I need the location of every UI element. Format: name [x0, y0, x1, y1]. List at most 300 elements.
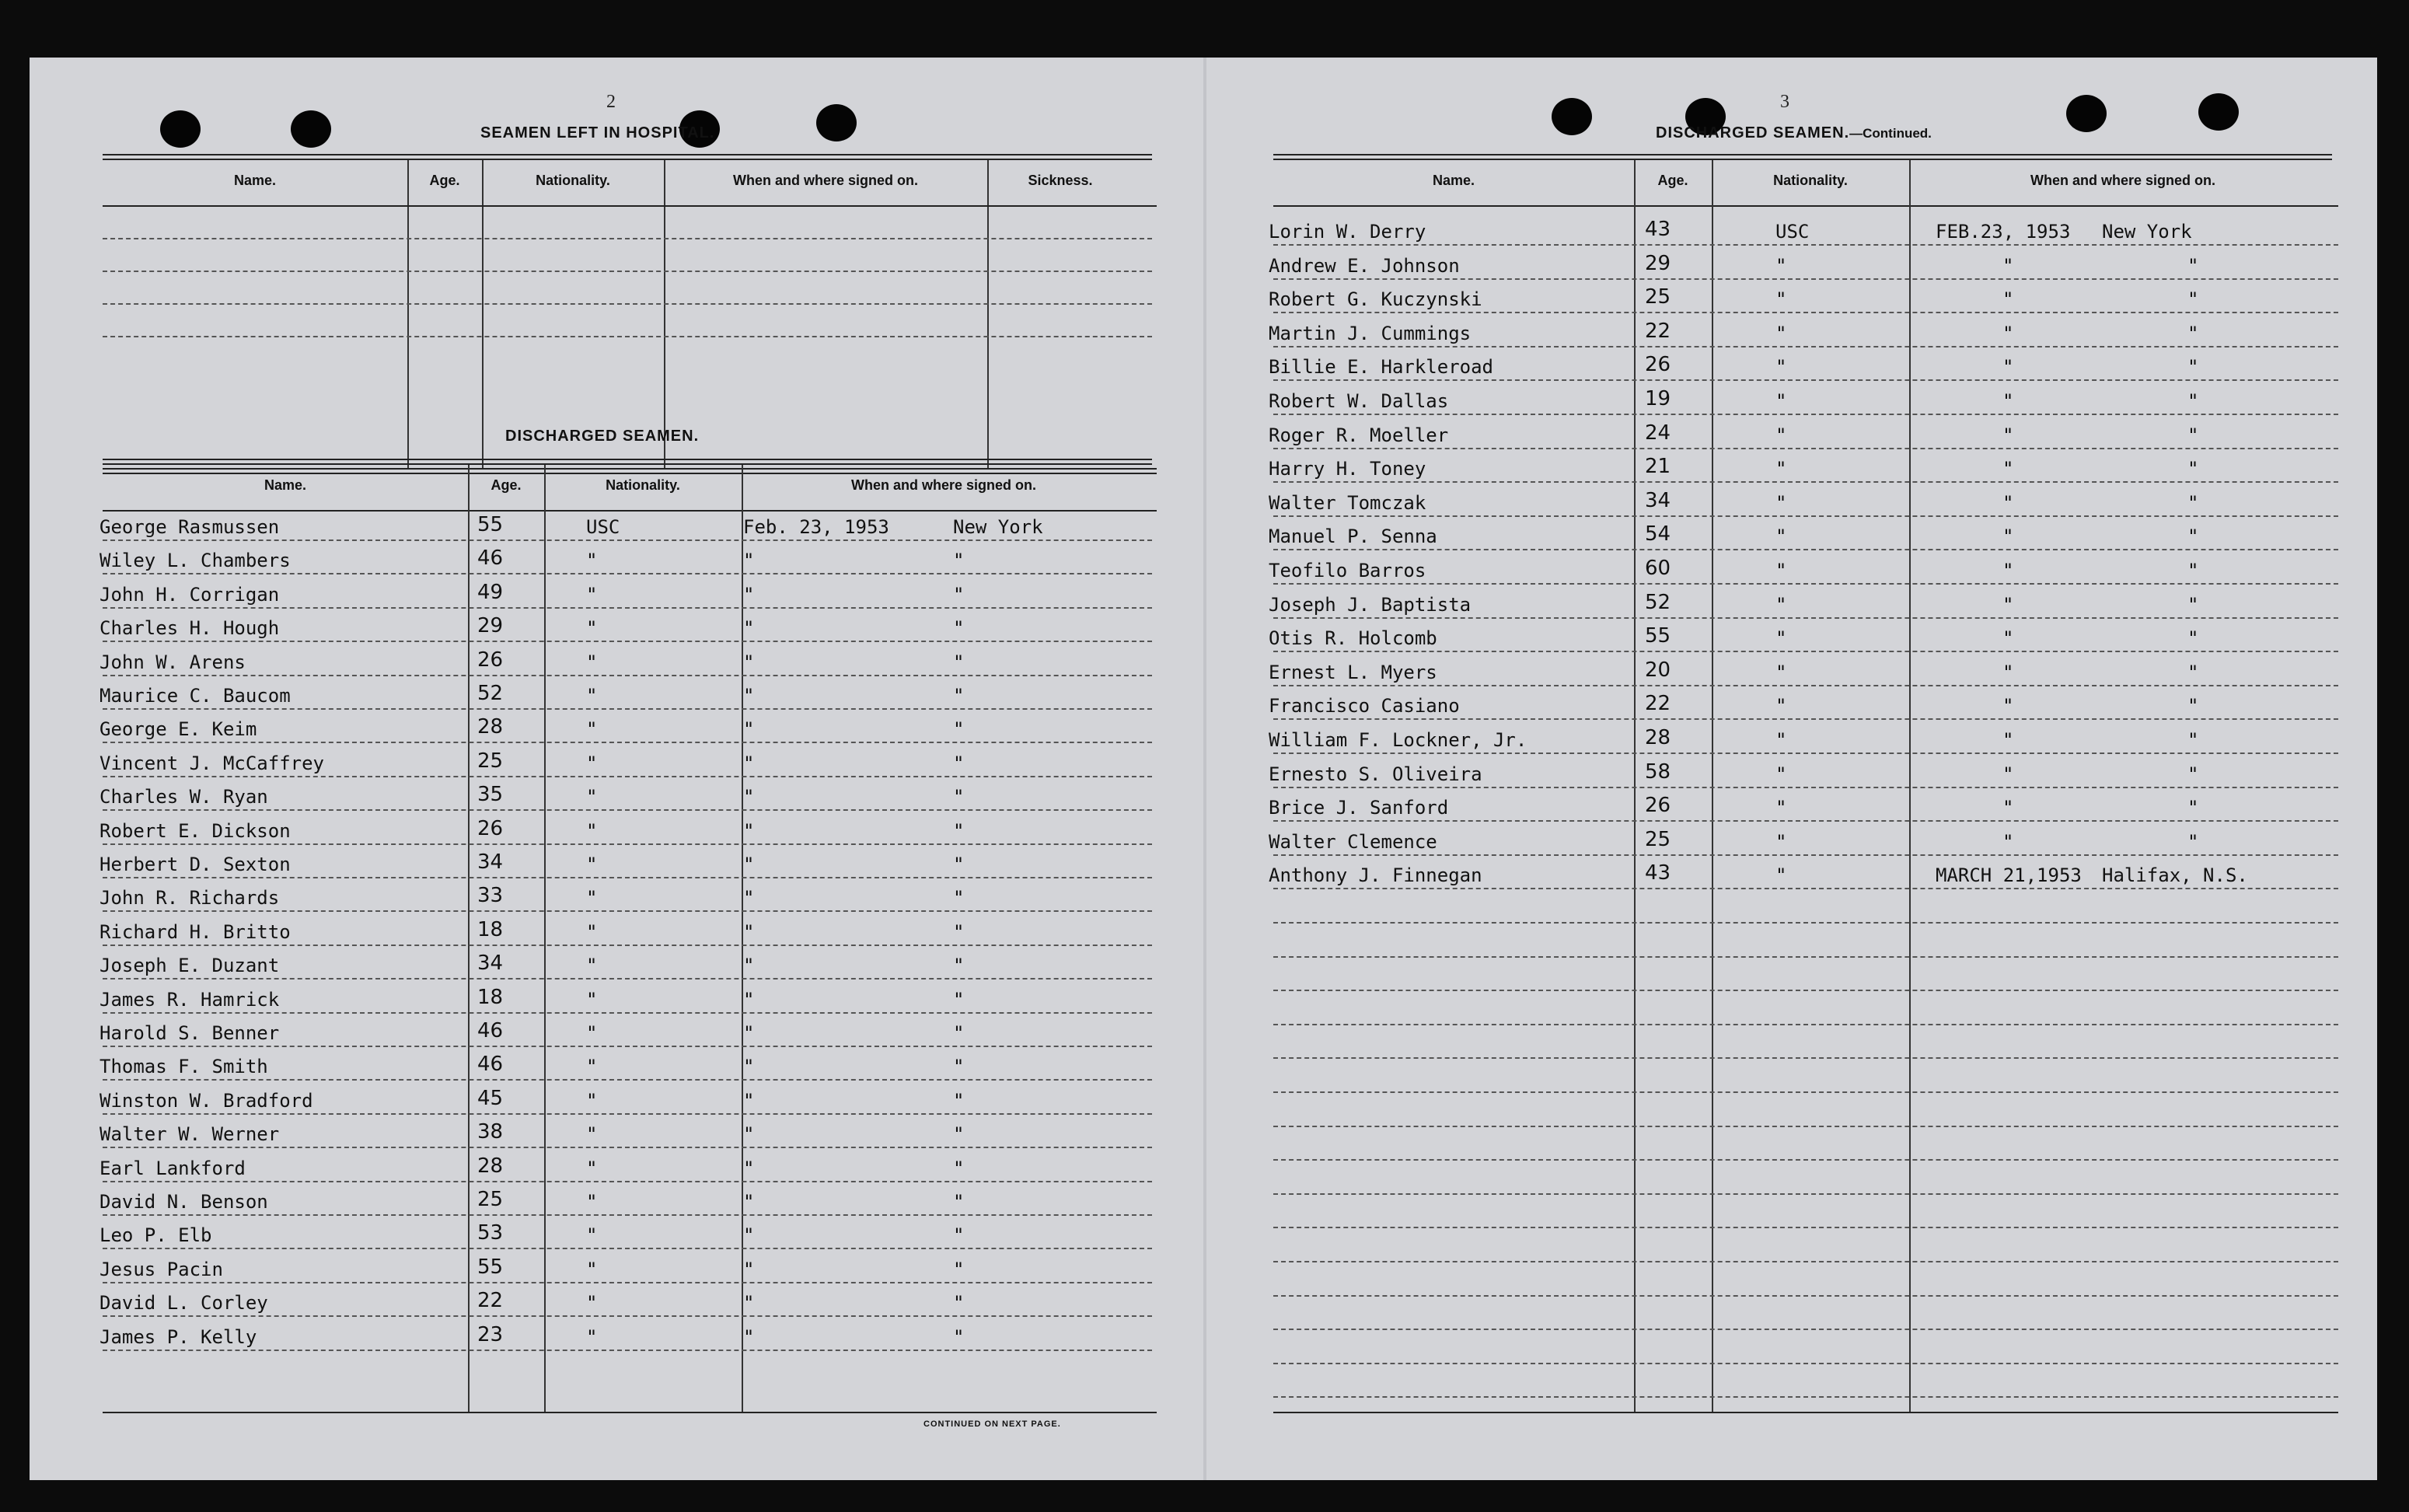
seaman-age: 52	[477, 682, 504, 705]
seaman-nationality: "	[1775, 560, 1787, 581]
seaman-name: Teofilo Barros	[1269, 560, 1426, 581]
hospital-col-signed-on: When and where signed on.	[732, 173, 919, 188]
seaman-age: 24	[1645, 421, 1671, 445]
signed-on-place: "	[2187, 763, 2199, 785]
title-text: DISCHARGED SEAMEN.	[1656, 124, 1850, 141]
discharged-col-age: Age.	[491, 477, 522, 493]
signed-on-place: "	[953, 1056, 965, 1077]
row-line	[103, 1079, 1152, 1081]
row-line	[103, 776, 1152, 777]
discharged-section-title: DISCHARGED SEAMEN.	[505, 428, 700, 445]
seaman-name: William F. Lockner, Jr.	[1269, 729, 1527, 751]
row-line	[1273, 1091, 2338, 1093]
seaman-age: 46	[477, 546, 504, 570]
signed-on-place: "	[2187, 729, 2199, 751]
seaman-nationality: "	[586, 1056, 598, 1077]
seaman-nationality: "	[1775, 763, 1787, 785]
row-line	[103, 540, 1152, 541]
blank-row-line	[103, 303, 1152, 305]
seaman-nationality: "	[1775, 323, 1787, 344]
seaman-nationality: "	[586, 786, 598, 808]
seaman-name: Otis R. Holcomb	[1269, 627, 1437, 649]
signed-on-date: Feb. 23, 1953	[743, 516, 889, 538]
discharged-continued-title	[1656, 124, 1932, 142]
seaman-nationality: "	[586, 921, 598, 943]
seaman-nationality: USC	[586, 516, 620, 538]
seaman-nationality: USC	[1775, 221, 1810, 243]
seaman-age: 43	[1645, 861, 1671, 885]
signed-on-place: "	[953, 1123, 965, 1145]
seaman-nationality: "	[1775, 390, 1787, 412]
signed-on-date: "	[743, 955, 755, 976]
blank-row-line	[103, 336, 1152, 337]
signed-on-place: "	[953, 753, 965, 774]
col-nationality: Nationality.	[1773, 173, 1848, 188]
signed-on-date: "	[743, 617, 755, 639]
row-line	[103, 843, 1152, 845]
signed-on-place: "	[953, 651, 965, 673]
seaman-age: 45	[477, 1087, 504, 1110]
row-line	[1273, 1024, 2338, 1025]
seaman-name: David N. Benson	[100, 1191, 268, 1213]
seaman-name: Walter Clemence	[1269, 831, 1437, 853]
seaman-age: 38	[477, 1120, 504, 1144]
seaman-name: John W. Arens	[100, 651, 246, 673]
row-line	[103, 1181, 1152, 1182]
seaman-nationality: "	[586, 1292, 598, 1314]
signed-on-date: "	[743, 1292, 755, 1314]
signed-on-date: "	[743, 921, 755, 943]
seaman-nationality: "	[586, 1259, 598, 1280]
seaman-name: James R. Hamrick	[100, 989, 280, 1011]
col-name: Name.	[1432, 173, 1475, 188]
row-line	[1273, 414, 2338, 415]
seaman-age: 34	[1645, 489, 1671, 512]
row-line	[103, 1315, 1152, 1317]
signed-on-place: "	[2187, 424, 2199, 446]
seaman-age: 55	[477, 1255, 504, 1279]
seaman-nationality: "	[1775, 627, 1787, 649]
seaman-age: 54	[1645, 522, 1671, 546]
row-line	[1273, 1057, 2338, 1059]
signed-on-date: "	[743, 1123, 755, 1145]
title-suffix: —Continued.	[1849, 126, 1932, 141]
signed-on-date: "	[2002, 560, 2014, 581]
seaman-age: 26	[1645, 353, 1671, 376]
row-line	[103, 573, 1152, 574]
seaman-nationality: "	[586, 718, 598, 740]
signed-on-place: "	[953, 1090, 965, 1112]
seaman-name: Vincent J. McCaffrey	[100, 753, 324, 774]
seaman-name: James P. Kelly	[100, 1326, 257, 1348]
signed-on-place: New York	[953, 516, 1043, 538]
row-line	[1273, 990, 2338, 991]
signed-on-place: "	[2187, 627, 2199, 649]
seaman-name: Charles W. Ryan	[100, 786, 268, 808]
seaman-nationality: "	[586, 1191, 598, 1213]
seaman-name: Leo P. Elb	[100, 1224, 212, 1246]
row-line	[1273, 651, 2338, 652]
seaman-name: Winston W. Bradford	[100, 1090, 313, 1112]
signed-on-place: "	[953, 1292, 965, 1314]
signed-on-date: "	[743, 1056, 755, 1077]
seaman-age: 29	[477, 614, 504, 637]
seaman-name: Joseph E. Duzant	[100, 955, 280, 976]
seaman-age: 28	[477, 1154, 504, 1178]
row-line	[1273, 1396, 2338, 1398]
right-page	[1206, 58, 2377, 1480]
seaman-nationality: "	[1775, 458, 1787, 480]
row-line	[1273, 481, 2338, 483]
seaman-name: Richard H. Britto	[100, 921, 291, 943]
hospital-col-nationality: Nationality.	[536, 173, 610, 188]
row-line	[1273, 956, 2338, 958]
row-line	[1273, 244, 2338, 246]
signed-on-place: "	[2187, 288, 2199, 310]
seaman-name: Harry H. Toney	[1269, 458, 1426, 480]
row-line	[103, 978, 1152, 979]
seaman-name: Robert E. Dickson	[100, 820, 291, 842]
signed-on-place: "	[2187, 255, 2199, 277]
seaman-nationality: "	[1775, 492, 1787, 514]
signed-on-place: "	[953, 1259, 965, 1280]
signed-on-place: "	[2187, 526, 2199, 547]
signed-on-place: New York	[2102, 221, 2192, 243]
seaman-nationality: "	[1775, 356, 1787, 378]
seaman-age: 22	[1645, 320, 1671, 343]
seaman-age: 35	[477, 783, 504, 806]
hospital-col-age: Age.	[429, 173, 460, 188]
seaman-nationality: "	[586, 887, 598, 909]
signed-on-date: "	[2002, 458, 2014, 480]
signed-on-place: "	[953, 718, 965, 740]
seaman-name: John R. Richards	[100, 887, 280, 909]
row-line	[1273, 787, 2338, 788]
seaman-nationality: "	[586, 1123, 598, 1145]
seaman-nationality: "	[1775, 797, 1787, 819]
signed-on-date: "	[743, 1224, 755, 1246]
signed-on-place: "	[2187, 662, 2199, 683]
seaman-age: 25	[477, 749, 504, 773]
signed-on-date: "	[743, 584, 755, 606]
row-line	[1273, 617, 2338, 619]
seaman-name: Brice J. Sanford	[1269, 797, 1449, 819]
seaman-age: 26	[1645, 794, 1671, 817]
row-line	[103, 1282, 1152, 1283]
signed-on-place: "	[2187, 594, 2199, 616]
seaman-name: Roger R. Moeller	[1269, 424, 1449, 446]
signed-on-place: "	[953, 584, 965, 606]
continued-note: CONTINUED ON NEXT PAGE.	[923, 1419, 1061, 1429]
row-line	[103, 641, 1152, 642]
signed-on-date: "	[2002, 797, 2014, 819]
seaman-name: George Rasmussen	[100, 516, 280, 538]
row-line	[103, 1046, 1152, 1047]
seaman-nationality: "	[586, 955, 598, 976]
signed-on-date: "	[2002, 594, 2014, 616]
row-line	[1273, 820, 2338, 822]
blank-row-line	[103, 238, 1152, 239]
row-line	[1273, 448, 2338, 449]
seaman-name: Earl Lankford	[100, 1158, 246, 1179]
row-line	[1273, 583, 2338, 585]
signed-on-date: FEB.23, 1953	[1936, 221, 2071, 243]
seaman-age: 26	[477, 817, 504, 840]
seaman-age: 49	[477, 581, 504, 604]
page-number: 3	[1780, 92, 1789, 112]
signed-on-date: "	[743, 1259, 755, 1280]
signed-on-place: "	[953, 1326, 965, 1348]
seaman-age: 22	[477, 1289, 504, 1312]
seaman-age: 46	[477, 1053, 504, 1076]
signed-on-place: "	[953, 820, 965, 842]
discharged-col-name: Name.	[264, 477, 307, 493]
signed-on-place: "	[953, 786, 965, 808]
seaman-name: Walter W. Werner	[100, 1123, 280, 1145]
signed-on-date: "	[743, 753, 755, 774]
signed-on-date: "	[2002, 323, 2014, 344]
row-line	[1273, 1295, 2338, 1297]
seaman-age: 52	[1645, 591, 1671, 614]
seaman-name: Wiley L. Chambers	[100, 550, 291, 571]
row-line	[103, 675, 1152, 676]
seaman-name: Manuel P. Senna	[1269, 526, 1437, 547]
seaman-age: 26	[477, 648, 504, 672]
col-signed-on: When and where signed on.	[2030, 173, 2216, 188]
row-line	[103, 1248, 1152, 1249]
seaman-name: Robert W. Dallas	[1269, 390, 1449, 412]
seaman-name: Jesus Pacin	[100, 1259, 223, 1280]
row-line	[103, 607, 1152, 609]
seaman-name: David L. Corley	[100, 1292, 268, 1314]
row-line	[1273, 278, 2338, 280]
seaman-nationality: "	[1775, 662, 1787, 683]
seaman-age: 58	[1645, 760, 1671, 784]
seaman-age: 25	[1645, 828, 1671, 851]
seaman-nationality: "	[586, 1022, 598, 1044]
seaman-age: 28	[477, 715, 504, 739]
seaman-nationality: "	[586, 1326, 598, 1348]
signed-on-place: "	[953, 921, 965, 943]
seaman-nationality: "	[1775, 526, 1787, 547]
row-line	[103, 945, 1152, 946]
row-line	[1273, 854, 2338, 856]
signed-on-date: "	[2002, 492, 2014, 514]
col-age: Age.	[1657, 173, 1688, 188]
seaman-age: 18	[477, 918, 504, 941]
row-line	[1273, 1193, 2338, 1195]
seaman-age: 34	[477, 952, 504, 975]
seaman-name: Harold S. Benner	[100, 1022, 280, 1044]
seaman-name: Walter Tomczak	[1269, 492, 1426, 514]
signed-on-date: "	[2002, 424, 2014, 446]
page-number: 2	[606, 92, 616, 112]
seaman-nationality: "	[586, 989, 598, 1011]
seaman-nationality: "	[1775, 831, 1787, 853]
row-line	[103, 1012, 1152, 1014]
seaman-age: 55	[1645, 624, 1671, 648]
seaman-nationality: "	[1775, 594, 1787, 616]
signed-on-date: "	[2002, 763, 2014, 785]
signed-on-date: "	[2002, 831, 2014, 853]
hospital-top-rule-2	[103, 159, 1152, 160]
seaman-age: 22	[1645, 692, 1671, 715]
row-line	[1273, 549, 2338, 550]
row-line	[1273, 753, 2338, 754]
seaman-nationality: "	[1775, 255, 1787, 277]
seaman-nationality: "	[586, 584, 598, 606]
signed-on-place: "	[2187, 831, 2199, 853]
signed-on-place: "	[2187, 492, 2199, 514]
row-line	[103, 877, 1152, 878]
signed-on-date: "	[743, 685, 755, 707]
seaman-name: Lorin W. Derry	[1269, 221, 1426, 243]
hospital-section-title: SEAMEN LEFT IN HOSPITAL.	[480, 124, 715, 141]
row-line	[1273, 312, 2338, 313]
signed-on-date: "	[743, 651, 755, 673]
signed-on-date: "	[2002, 255, 2014, 277]
seaman-nationality: "	[1775, 864, 1787, 886]
document-sheet	[30, 58, 2377, 1480]
seaman-age: 60	[1645, 557, 1671, 580]
signed-on-place: Halifax, N.S.	[2102, 864, 2248, 886]
seaman-name: Ernest L. Myers	[1269, 662, 1437, 683]
row-line	[1273, 1159, 2338, 1161]
row-line	[1273, 1329, 2338, 1330]
row-line	[1273, 1126, 2338, 1127]
seaman-name: Martin J. Cummings	[1269, 323, 1472, 344]
seaman-age: 21	[1645, 455, 1671, 478]
seaman-age: 55	[477, 513, 504, 536]
signed-on-date: "	[743, 1326, 755, 1348]
seaman-nationality: "	[586, 617, 598, 639]
signed-on-date: "	[743, 1191, 755, 1213]
signed-on-place: "	[2187, 560, 2199, 581]
signed-on-date: "	[2002, 526, 2014, 547]
seaman-nationality: "	[1775, 424, 1787, 446]
signed-on-place: "	[953, 1158, 965, 1179]
seaman-age: 34	[477, 850, 504, 874]
hospital-top-rule	[103, 154, 1152, 155]
row-line	[103, 708, 1152, 710]
seaman-age: 25	[477, 1188, 504, 1211]
blank-row-line	[103, 271, 1152, 272]
seaman-name: Andrew E. Johnson	[1269, 255, 1460, 277]
row-line	[103, 809, 1152, 811]
seaman-name: George E. Keim	[100, 718, 257, 740]
signed-on-place: "	[953, 1224, 965, 1246]
signed-on-date: "	[2002, 662, 2014, 683]
row-line	[103, 910, 1152, 912]
seaman-nationality: "	[586, 854, 598, 875]
row-line	[103, 1350, 1152, 1351]
seaman-age: 46	[477, 1019, 504, 1042]
signed-on-date: "	[743, 718, 755, 740]
row-line	[103, 742, 1152, 743]
seaman-age: 25	[1645, 285, 1671, 309]
seaman-nationality: "	[1775, 695, 1787, 717]
seaman-nationality: "	[586, 1224, 598, 1246]
seaman-name: Charles H. Hough	[100, 617, 280, 639]
seaman-age: 53	[477, 1221, 504, 1245]
signed-on-place: "	[2187, 356, 2199, 378]
signed-on-date: "	[743, 786, 755, 808]
signed-on-date: "	[743, 820, 755, 842]
row-line	[103, 1214, 1152, 1216]
signed-on-date: "	[743, 1022, 755, 1044]
seaman-nationality: "	[586, 651, 598, 673]
signed-on-date: "	[2002, 695, 2014, 717]
signed-on-place: "	[953, 1191, 965, 1213]
seaman-age: 43	[1645, 218, 1671, 241]
seaman-nationality: "	[1775, 729, 1787, 751]
signed-on-place: "	[2187, 323, 2199, 344]
discharged-col-signed-on: When and where signed on.	[850, 477, 1037, 493]
hospital-col-sickness: Sickness.	[1028, 173, 1093, 188]
signed-on-date: "	[743, 854, 755, 875]
row-line	[103, 1147, 1152, 1148]
signed-on-date: "	[743, 887, 755, 909]
signed-on-place: "	[953, 854, 965, 875]
seaman-age: 29	[1645, 252, 1671, 275]
row-line	[1273, 888, 2338, 889]
signed-on-place: "	[2187, 695, 2199, 717]
seaman-nationality: "	[586, 550, 598, 571]
signed-on-place: "	[953, 1022, 965, 1044]
seaman-nationality: "	[586, 820, 598, 842]
signed-on-date: "	[2002, 356, 2014, 378]
signed-on-date: "	[2002, 390, 2014, 412]
row-line	[1273, 685, 2338, 686]
signed-on-place: "	[953, 887, 965, 909]
hospital-col-name: Name.	[233, 173, 277, 188]
row-line	[1273, 718, 2338, 720]
seaman-name: Ernesto S. Oliveira	[1269, 763, 1482, 785]
signed-on-date: "	[743, 1158, 755, 1179]
row-line	[1273, 1261, 2338, 1262]
row-line	[1273, 515, 2338, 517]
discharged-col-nationality: Nationality.	[606, 477, 680, 493]
signed-on-place: "	[2187, 797, 2199, 819]
signed-on-place: "	[2187, 390, 2199, 412]
seaman-name: Francisco Casiano	[1269, 695, 1460, 717]
row-line	[1273, 1363, 2338, 1364]
seaman-name: John H. Corrigan	[100, 584, 280, 606]
signed-on-date: "	[743, 989, 755, 1011]
seaman-nationality: "	[1775, 288, 1787, 310]
seaman-nationality: "	[586, 753, 598, 774]
seaman-name: Billie E. Harkleroad	[1269, 356, 1493, 378]
signed-on-place: "	[953, 989, 965, 1011]
seaman-name: Herbert D. Sexton	[100, 854, 291, 875]
seaman-nationality: "	[586, 1158, 598, 1179]
seaman-age: 28	[1645, 726, 1671, 749]
signed-on-place: "	[953, 685, 965, 707]
seaman-name: Maurice C. Baucom	[100, 685, 291, 707]
seaman-age: 23	[477, 1323, 504, 1346]
seaman-name: Anthony J. Finnegan	[1269, 864, 1482, 886]
signed-on-place: "	[953, 955, 965, 976]
signed-on-date: "	[2002, 729, 2014, 751]
seaman-name: Joseph J. Baptista	[1269, 594, 1472, 616]
seaman-age: 19	[1645, 387, 1671, 410]
seaman-name: Thomas F. Smith	[100, 1056, 268, 1077]
seaman-age: 18	[477, 986, 504, 1009]
seaman-nationality: "	[586, 1090, 598, 1112]
signed-on-date: MARCH 21,1953	[1936, 864, 2082, 886]
signed-on-date: "	[2002, 288, 2014, 310]
seaman-name: Robert G. Kuczynski	[1269, 288, 1482, 310]
